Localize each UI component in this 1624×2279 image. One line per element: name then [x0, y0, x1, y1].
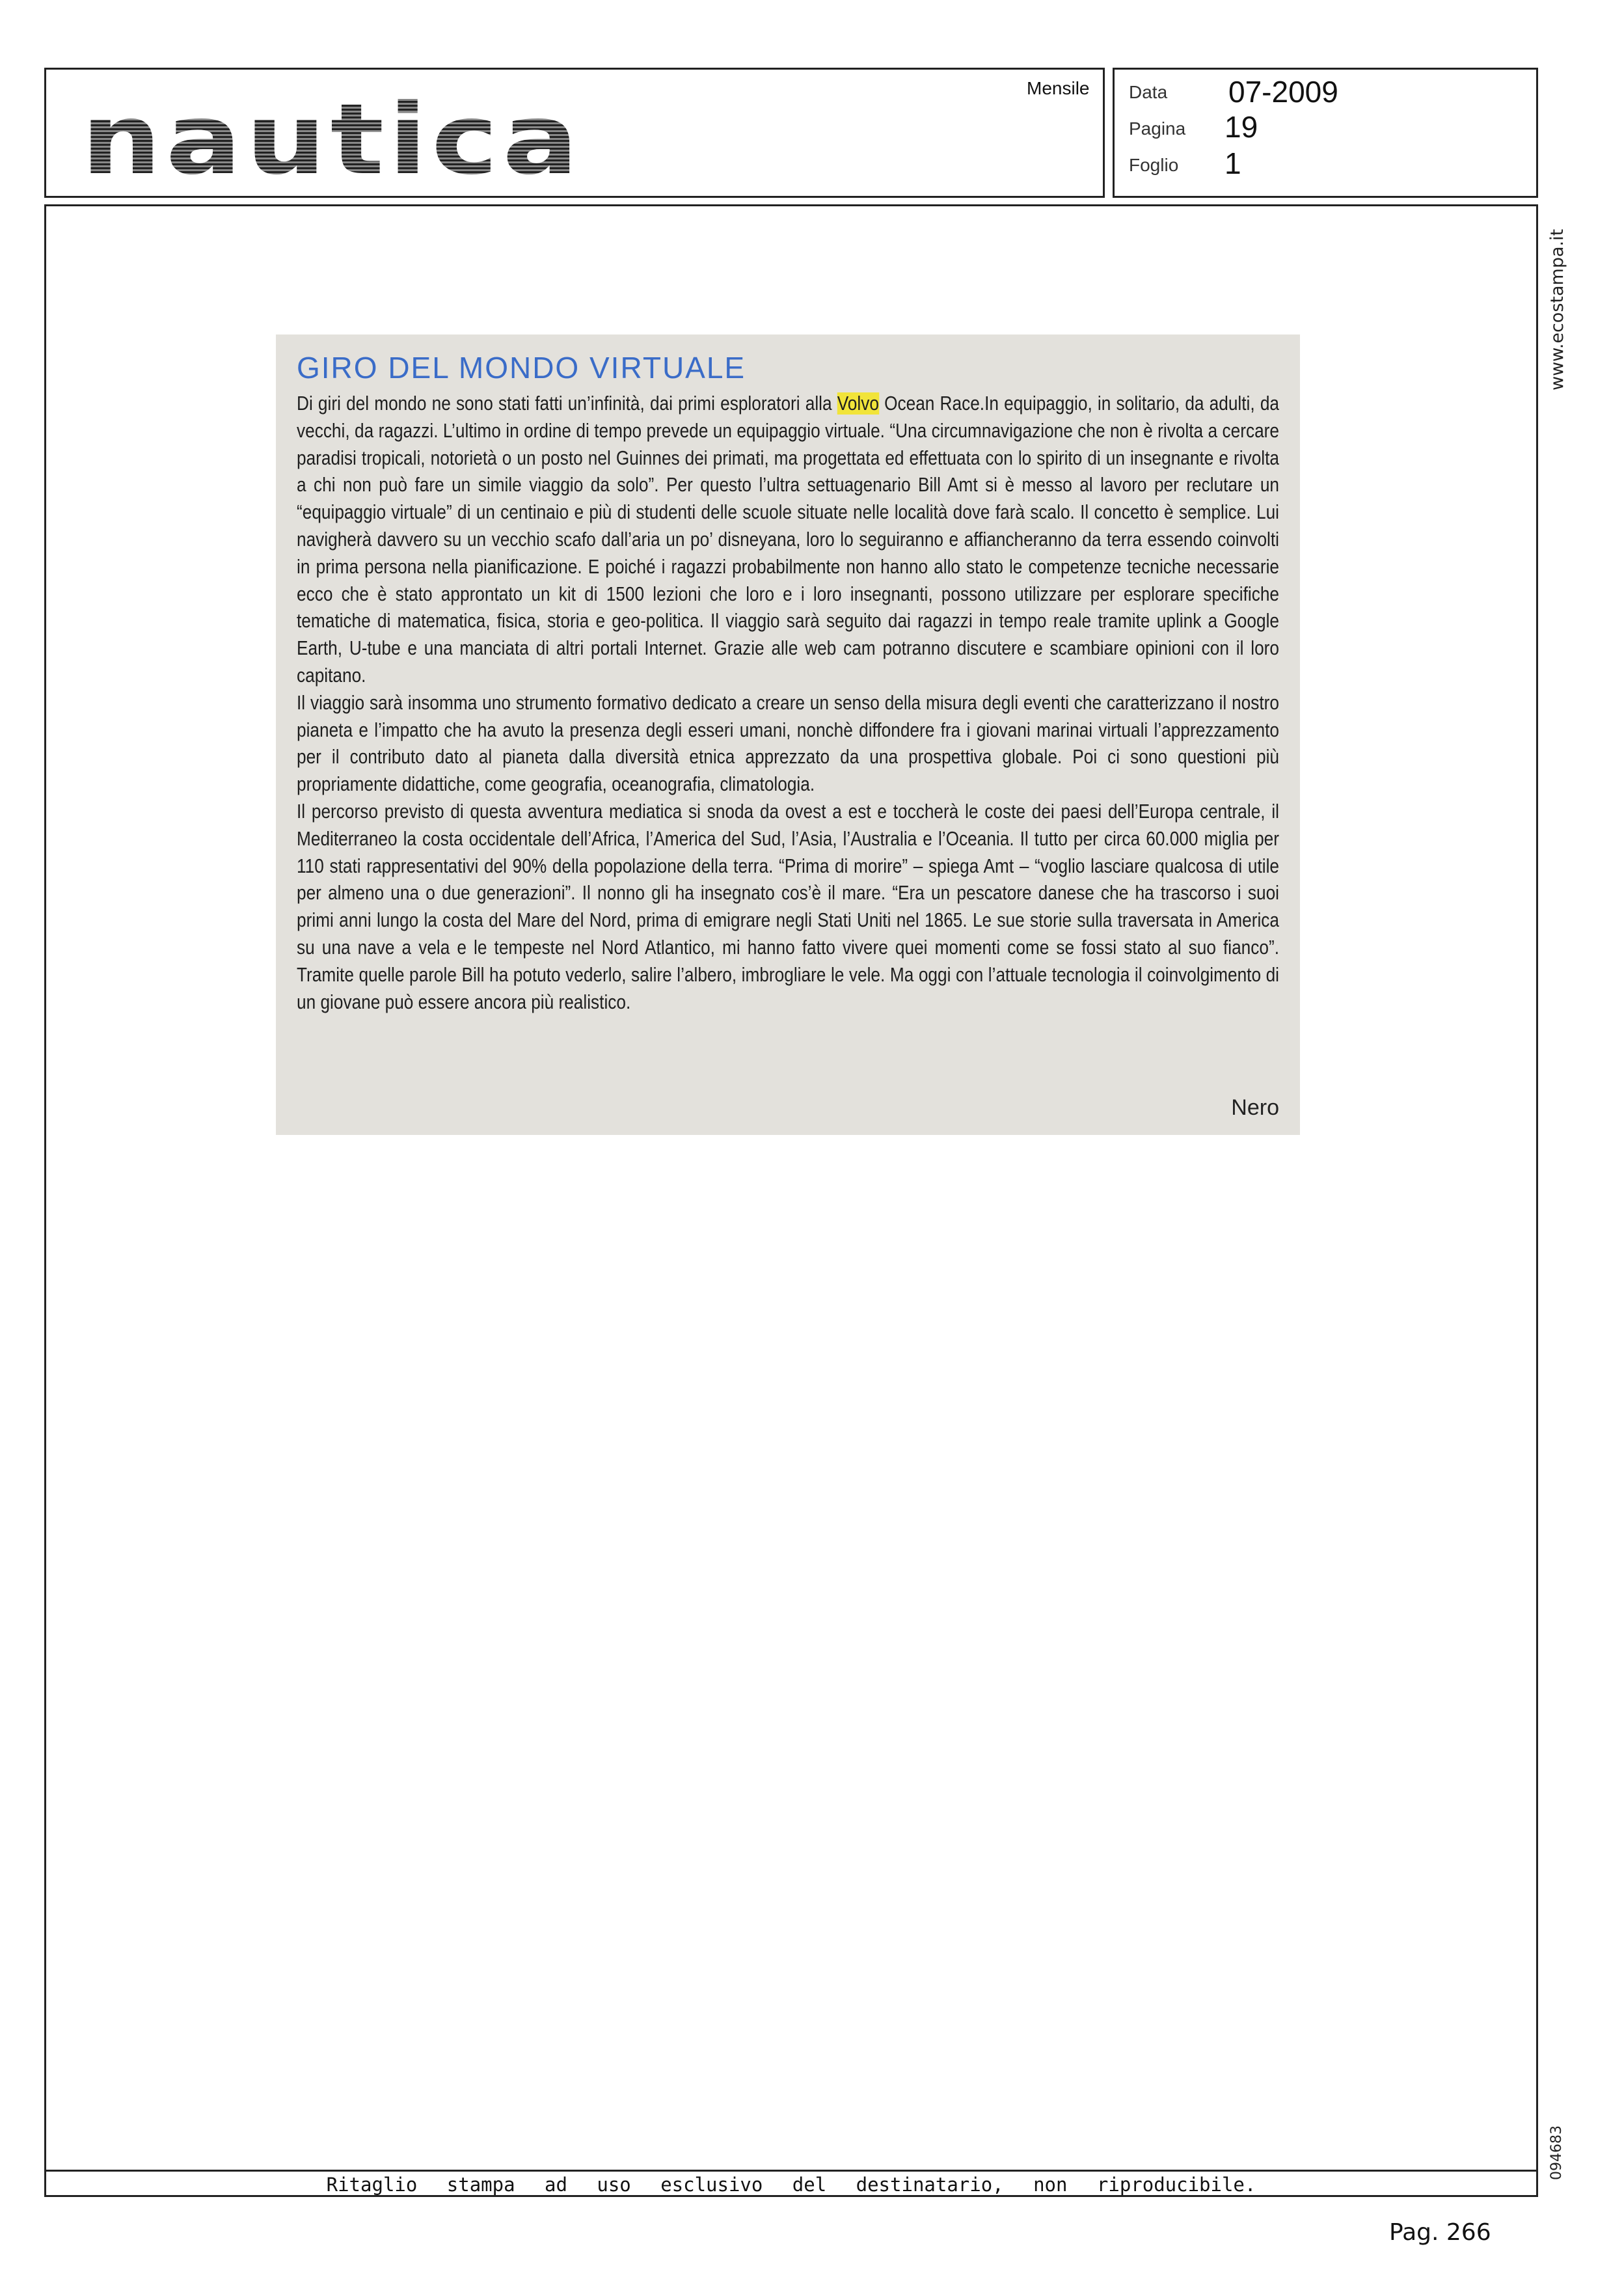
article-clipping [276, 334, 1300, 1135]
page-number: Pag. 266 [1389, 2219, 1491, 2246]
article-paragraph-1 [297, 390, 1279, 690]
paragraph-text: Di giri del mondo ne sono stati fatti un’infinità, dai primi esploratori alla [297, 392, 837, 415]
date-label: Data [1129, 82, 1168, 102]
masthead-logo: nautica [81, 83, 583, 197]
sheet-label: Foglio [1129, 155, 1179, 175]
article-paragraph-2: Il viaggio sarà insomma uno strumento formativo dedicato a creare un senso della misura degli eventi che caratterizzano il nostro pianeta e l’impatto che ha avuto la presenza degli esseri umani, nonchè diffondere fra i giovani marinai virtuali l’apprezzamento per il contributo dato al pianeta dalla diversità etnica apprezzato da una prospettiva globale. Poi ci sono questioni più propriamente didattiche, come geografia, oceanografia, climatologia. [297, 691, 1279, 796]
footer-divider [46, 2170, 1536, 2172]
side-url-text: www.ecostampa.it [1547, 228, 1567, 390]
page-label: Pagina [1129, 118, 1186, 139]
side-code-text: 094683 [1549, 2125, 1565, 2180]
sheet-value: 1 [1225, 146, 1241, 180]
article-title: GIRO DEL MONDO VIRTUALE [297, 351, 746, 385]
article-paragraph-3: Il percorso previsto di questa avventura mediatica si snoda da ovest a est e toccherà le coste dei paesi dell’Europa centrale, il Mediterraneo la costa occidentale dell’Africa, l’America del Sud, l’Asia, l’Australia e l’Oceania. Il tutto per circa 60.000 miglia per 110 stati rappresentativi del 90% della popolazione della terra. “Prima di morire” – spiega Amt – “voglio lasciare qualcosa di utile per almeno una o due generazioni”. Il nonno gli ha insegnato cos’è il mare. “Era un pescatore danese che ha trascorso i suoi primi anni lungo la costa del Mare del Nord, prima di emigrare negli Stati Uniti nel 1865. Le sue storie sulla traversata in America su una nave a vela e le tempeste nel Nord Atlantico, mi hanno fatto vivere quei momenti come se fossi stato al suo fianco”. Tramite quelle parole Bill ha potuto vederlo, salire l’albero, imbrogliare le vele. Ma oggi con l’attuale tecnologia il coinvolgimento di un giovane può essere ancora più realistico. [297, 800, 1279, 1013]
highlighted-word: Volvo [837, 392, 879, 415]
page-value: 19 [1225, 110, 1258, 144]
date-value: 07-2009 [1228, 75, 1338, 109]
footer-disclaimer: Ritaglio stampa ad uso esclusivo del destinatario, non riproducibile. [326, 2174, 1256, 2196]
paragraph-text: Ocean Race.In equipaggio, in solitario, da adulti, da vecchi, da ragazzi. L’ultimo in ordine di tempo prevede un equipaggio virtuale. “Una circumnavigazione che non è rivolta a cercare paradisi tropicali, notorietà o un posto nel Guinnes dei primati, ma progettata ed effettuata con lo spirito di un insegnante e rivolta a chi non può fare un simile viaggio da solo”. Per questo l’ultra settuagenario Bill Amt si è messo al lavoro per reclutare un “equipaggio virtuale” di un centinaio e più di studenti delle scuole situate nelle località dove farà scalo. Il concetto è semplice. Lui navigherà davvero su un vecchio scafo dall’aria un po’ disneyana, loro lo seguiranno e affiancheranno da terra essendo coinvolti in prima persona nella pianificazione. E poiché i ragazzi probabilmente non hanno allo stato le competenze tecniche necessarie ecco che è stato approntato un kit di 1500 lezioni che loro e i loro insegnanti, possono utilizzare per esplorare specifiche tematiche di matematica, fisica, storia e geo-politica. Il viaggio sarà seguito dai ragazzi in tempo reale tramite uplink a Google Earth, U-tube e una manciata di altri portali Internet. Grazie alle web cam potranno discutere e scambiare opinioni con il loro capitano. [297, 392, 1279, 687]
periodicity-label: Mensile [1027, 78, 1090, 98]
article-signature: Nero [1231, 1095, 1279, 1120]
